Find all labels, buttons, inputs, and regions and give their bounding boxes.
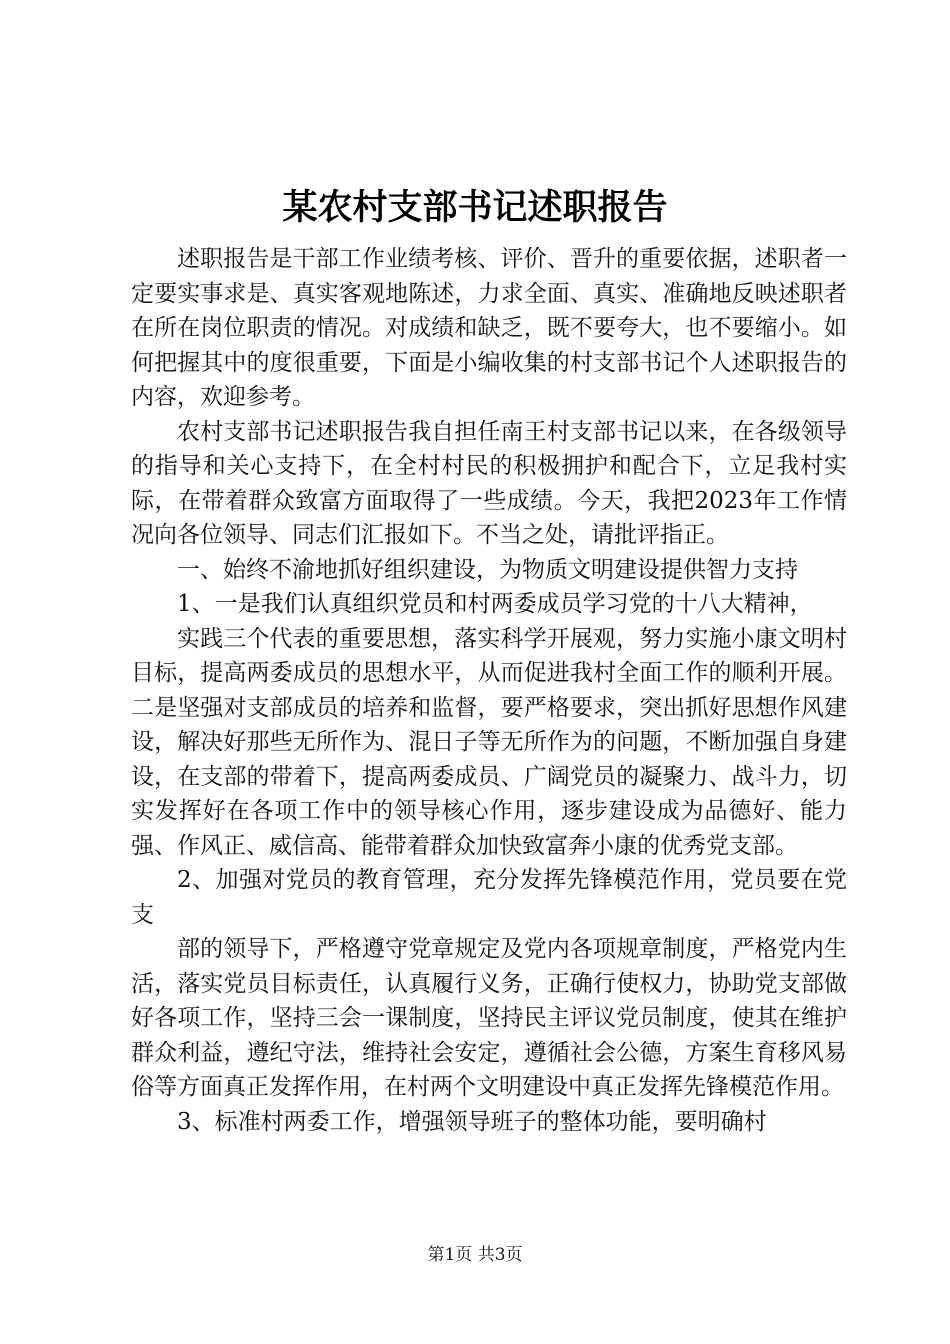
paragraph: 一、始终不渝地抓好组织建设，为物质文明建设提供智力支持 (177, 556, 798, 583)
paragraph: 3、标准村两委工作，增强领导班子的整体功能，要明确村 (177, 1108, 767, 1135)
paragraph: 2、加强对党员的教育管理，充分发挥先锋模范作用，党员要在党支 (131, 867, 847, 928)
document-body (131, 242, 847, 1139)
paragraph: 述职报告是干部工作业绩考核、评价、晋升的重要依据，述职者一定要实事求是、真实客观地陈述，力求全面、真实、准确地反映述职者在所在岗位职责的情况。对成绩和缺乏，既不要夸大，也不要缩小。如何把握其中的度很重要，下面是小编收集的村支部书记个人述职报告的内容，欢迎参考。 (131, 246, 847, 410)
paragraph: 农村支部书记述职报告我自担任南王村支部书记以来，在各级领导的指导和关心支持下，在全村村民的积极拥护和配合下，立足我村实际，在带着群众致富方面取得了一些成绩。今天，我把2023年工作情况向各位领导、同志们汇报如下。不当之处，请批评指正。 (131, 418, 847, 548)
document-title: 某农村支部书记述职报告 (282, 187, 668, 228)
paragraph: 部的领导下，严格遵守党章规定及党内各项规章制度，严格党内生活，落实党员目标责任，认真履行义务，正确行使权力，协助党支部做好各项工作，坚持三会一课制度，坚持民主评议党员制度，使其在维护群众利益，遵纪守法，维持社会安定，遵循社会公德，方案生育移风易俗等方面真正发挥作用，在村两个文明建设中真正发挥先锋模范作用。 (131, 936, 847, 1100)
paragraph: 1、一是我们认真组织党员和村两委成员学习党的十八大精神， (177, 591, 813, 617)
page-number-footer: 第1页 共3页 (427, 1245, 523, 1265)
paragraph: 实践三个代表的重要思想，落实科学开展观，努力实施小康文明村目标，提高两委成员的思想水平，从而促进我村全面工作的顺利开展。二是坚强对支部成员的培养和监督，要严格要求，突出抓好思想作风建设，解决好那些无所作为、混日子等无所作为的问题，不断加强自身建设，在支部的带着下，提高两委成员、广阔党员的凝聚力、战斗力，切实发挥好在各项工作中的领导核心作用，逐步建设成为品德好、能力强、作风正、威信高、能带着群众加快致富奔小康的优秀党支部。 (131, 625, 847, 859)
